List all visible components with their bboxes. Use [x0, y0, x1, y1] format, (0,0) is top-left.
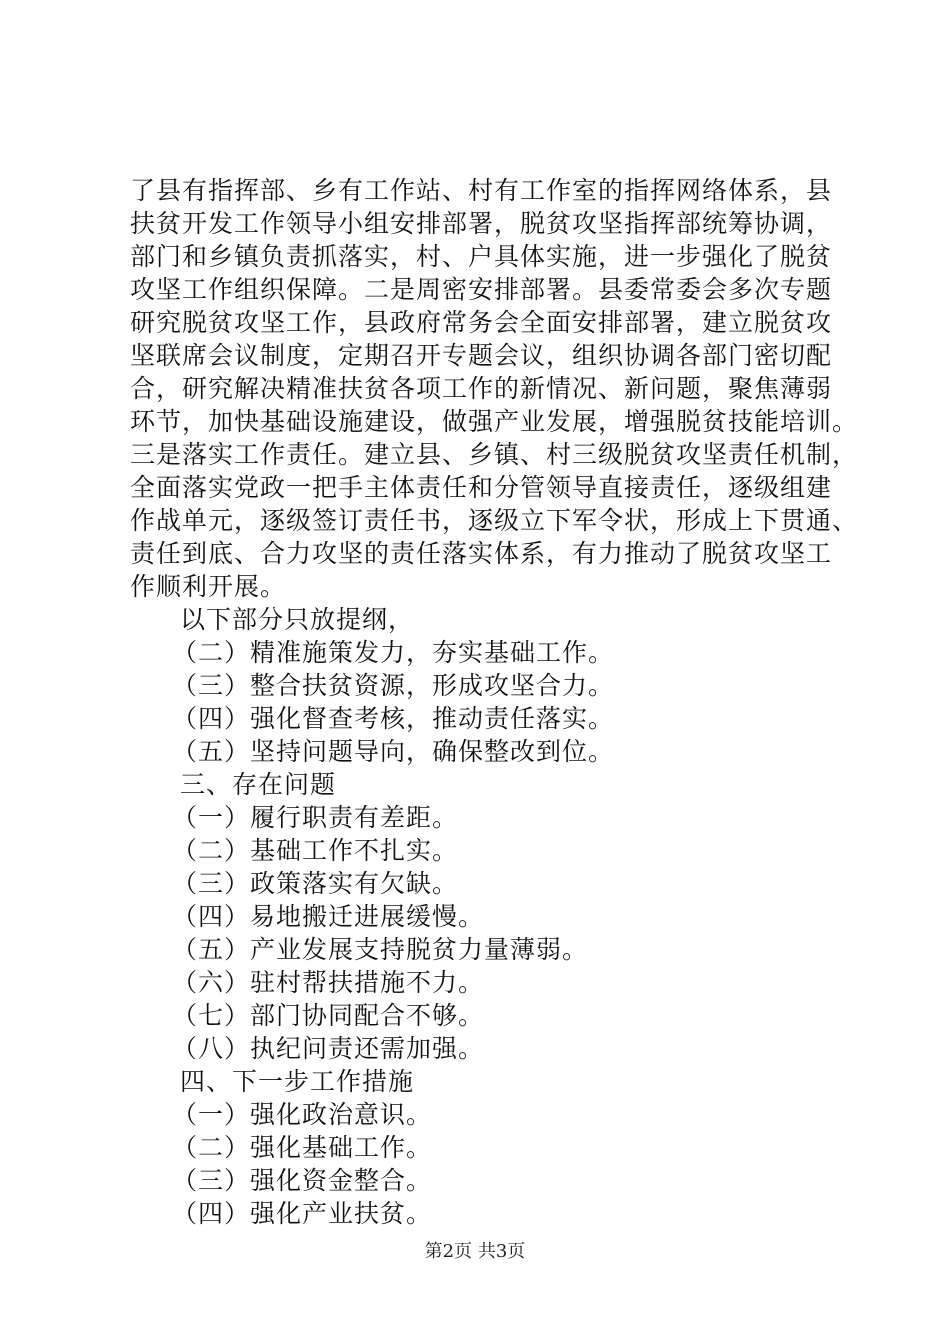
page-footer: [0, 1240, 950, 1264]
paragraph-line: 扶贫开发工作领导小组安排部署，脱贫攻坚指挥部统筹协调，: [130, 209, 833, 238]
document-body: [130, 174, 859, 1230]
paragraph-line: 责任到底、合力攻坚的责任落实体系，有力推动了脱贫攻坚工: [130, 539, 833, 568]
outline-item: （四）易地搬迁进展缓慢。: [172, 902, 485, 931]
outline-item: （二）基础工作不扎实。: [172, 836, 459, 865]
outline-item: （七）部门协同配合不够。: [172, 1001, 485, 1030]
outline-item: （三）强化资金整合。: [172, 1166, 433, 1195]
paragraph-line: 环节，加快基础设施建设，做强产业发展，增强脱贫技能培训。: [130, 407, 859, 436]
paragraph-line: 合，研究解决精准扶贫各项工作的新情况、新问题，聚焦薄弱: [130, 374, 833, 403]
section3-heading: 三、存在问题: [180, 770, 337, 799]
outline-item: （五）产业发展支持脱贫力量薄弱。: [172, 935, 589, 964]
paragraph-line: 作战单元，逐级签订责任书，逐级立下军令状，形成上下贯通、: [130, 506, 859, 535]
outline-item: （三）政策落实有欠缺。: [172, 869, 459, 898]
paragraph-line: 研究脱贫攻坚工作，县政府常务会全面安排部署，建立脱贫攻: [130, 308, 833, 337]
outline-item: （四）强化产业扶贫。: [172, 1199, 433, 1228]
outline-item: （六）驻村帮扶措施不力。: [172, 968, 485, 997]
section2-outline: [130, 636, 830, 768]
outline-item: （八）执纪问责还需加强。: [172, 1034, 485, 1063]
outline-item: （一）强化政治意识。: [172, 1100, 433, 1129]
section4-outline: [130, 1098, 830, 1230]
outline-item: （四）强化督查考核，推动责任落实。: [172, 704, 615, 733]
outline-item: （二）精准施策发力，夯实基础工作。: [172, 638, 615, 667]
paragraph-line: 部门和乡镇负责抓落实，村、户具体实施，进一步强化了脱贫: [130, 242, 833, 271]
paragraph-line: 攻坚工作组织保障。二是周密安排部署。县委常委会多次专题: [130, 275, 833, 304]
paragraph-line: 了县有指挥部、乡有工作站、村有工作室的指挥网络体系，县: [130, 176, 833, 205]
outline-item: （五）坚持问题导向，确保整改到位。: [172, 737, 615, 766]
body-paragraph: [130, 174, 859, 603]
page-number-label: 第2页 共3页: [424, 1241, 526, 1262]
outline-note: 以下部分只放提纲，: [180, 605, 415, 634]
section3-outline: [130, 801, 830, 1065]
paragraph-line: 作顺利开展。: [130, 572, 287, 601]
outline-item: （三）整合扶贫资源，形成攻坚合力。: [172, 671, 615, 700]
outline-item: （二）强化基础工作。: [172, 1133, 433, 1162]
paragraph-line: 三是落实工作责任。建立县、乡镇、村三级脱贫攻坚责任机制，: [130, 440, 859, 469]
outline-item: （一）履行职责有差距。: [172, 803, 459, 832]
section4-heading: 四、下一步工作措施: [180, 1067, 415, 1096]
paragraph-line: 全面落实党政一把手主体责任和分管领导直接责任，逐级组建: [130, 473, 833, 502]
paragraph-line: 坚联席会议制度，定期召开专题会议，组织协调各部门密切配: [130, 341, 833, 370]
